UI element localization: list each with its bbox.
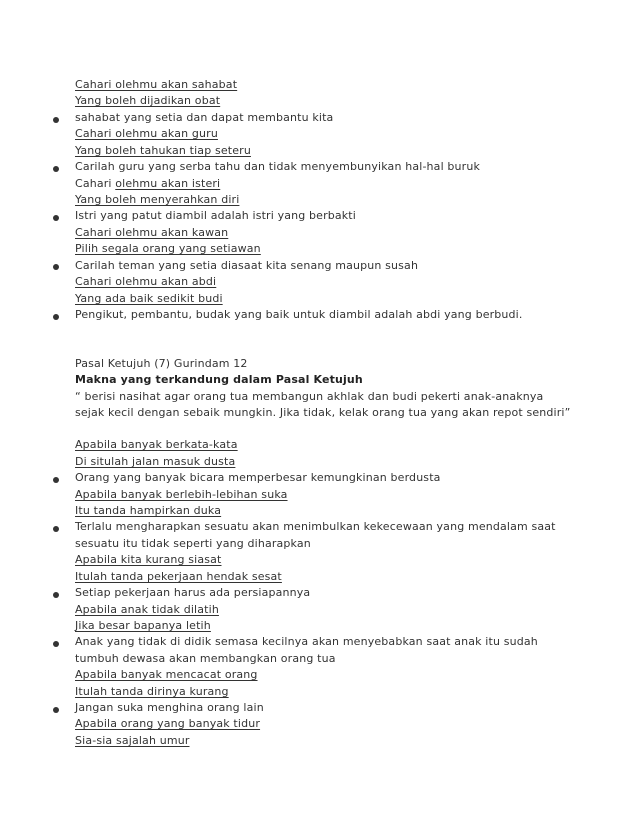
bullet-icon (53, 166, 59, 172)
verse-line: Yang boleh menyerahkan diri (75, 193, 240, 206)
verse-line: Cahari olehmu akan abdi (75, 275, 217, 288)
verse-line-underlined: olehmu akan isteri (115, 177, 221, 190)
bullet-icon (53, 592, 59, 598)
verse-line: Apabila anak tidak dilatih (75, 603, 219, 616)
meaning-line: Anak yang tidak di didik semasa kecilnya akan menyebabkan saat anak itu sudah (75, 635, 538, 648)
section-heading: Pasal Ketujuh (7) Gurindam 12 (75, 357, 248, 370)
verse-line: Yang boleh dijadikan obat (75, 94, 221, 107)
verse-line: Cahari olehmu akan sahabat (75, 78, 238, 91)
meaning-line: Terlalu mengharapkan sesuatu akan menimbulkan kekecewaan yang mendalam saat (75, 520, 556, 533)
meaning-line: Setiap pekerjaan harus ada persiapannya (75, 586, 311, 599)
bullet-icon (53, 117, 59, 123)
verse-line: Apabila banyak mencacat orang (75, 668, 258, 681)
verse-line: Di situlah jalan masuk dusta (75, 455, 236, 468)
bullet-icon (53, 215, 59, 221)
verse-line: Itulah tanda pekerjaan hendak sesat (75, 570, 282, 583)
intro-line: sejak kecil dengan sebaik mungkin. Jika tidak, kelak orang tua yang akan repot sendiri” (75, 406, 571, 419)
verse-line (75, 176, 220, 192)
section-subheading: Makna yang terkandung dalam Pasal Ketujuh (75, 373, 363, 386)
verse-line-plain: Cahari (75, 177, 116, 190)
verse-line: Apabila banyak berkata-kata (75, 438, 238, 451)
bullet-icon (53, 707, 59, 713)
bullet-icon (53, 314, 59, 320)
bullet-icon (53, 641, 59, 647)
meaning-line: Orang yang banyak bicara memperbesar kemungkinan berdusta (75, 471, 441, 484)
verse-line: Yang ada baik sedikit budi (75, 292, 223, 305)
verse-line: Itulah tanda dirinya kurang (75, 685, 229, 698)
meaning-line: Carilah guru yang serba tahu dan tidak menyembunyikan hal-hal buruk (75, 160, 480, 173)
meaning-line: Pengikut, pembantu, budak yang baik untuk diambil adalah abdi yang berbudi. (75, 308, 523, 321)
verse-line: Apabila orang yang banyak tidur (75, 717, 261, 730)
verse-line: Cahari olehmu akan kawan (75, 226, 229, 239)
verse-line: Yang boleh tahukan tiap seteru (75, 144, 251, 157)
verse-line: Itu tanda hampirkan duka (75, 504, 222, 517)
verse-line: Sia-sia sajalah umur (75, 734, 190, 747)
bullet-icon (53, 526, 59, 532)
meaning-line: tumbuh dewasa akan membangkan orang tua (75, 652, 336, 665)
meaning-line: Istri yang patut diambil adalah istri yang berbakti (75, 209, 356, 222)
verse-line: Apabila kita kurang siasat (75, 553, 222, 566)
intro-line: “ berisi nasihat agar orang tua membangun akhlak dan budi pekerti anak-anaknya (75, 390, 544, 403)
meaning-line: Carilah teman yang setia diasaat kita senang maupun susah (75, 259, 419, 272)
meaning-line: Jangan suka menghina orang lain (75, 701, 264, 714)
meaning-line: sesuatu itu tidak seperti yang diharapkan (75, 537, 311, 550)
verse-line: Jika besar bapanya letih (75, 619, 211, 632)
bullet-icon (53, 264, 59, 270)
verse-line: Cahari olehmu akan guru (75, 127, 218, 140)
meaning-line: sahabat yang setia dan dapat membantu kita (75, 111, 334, 124)
verse-line: Pilih segala orang yang setiawan (75, 242, 261, 255)
bullet-icon (53, 477, 59, 483)
verse-line: Apabila banyak berlebih-lebihan suka (75, 488, 288, 501)
